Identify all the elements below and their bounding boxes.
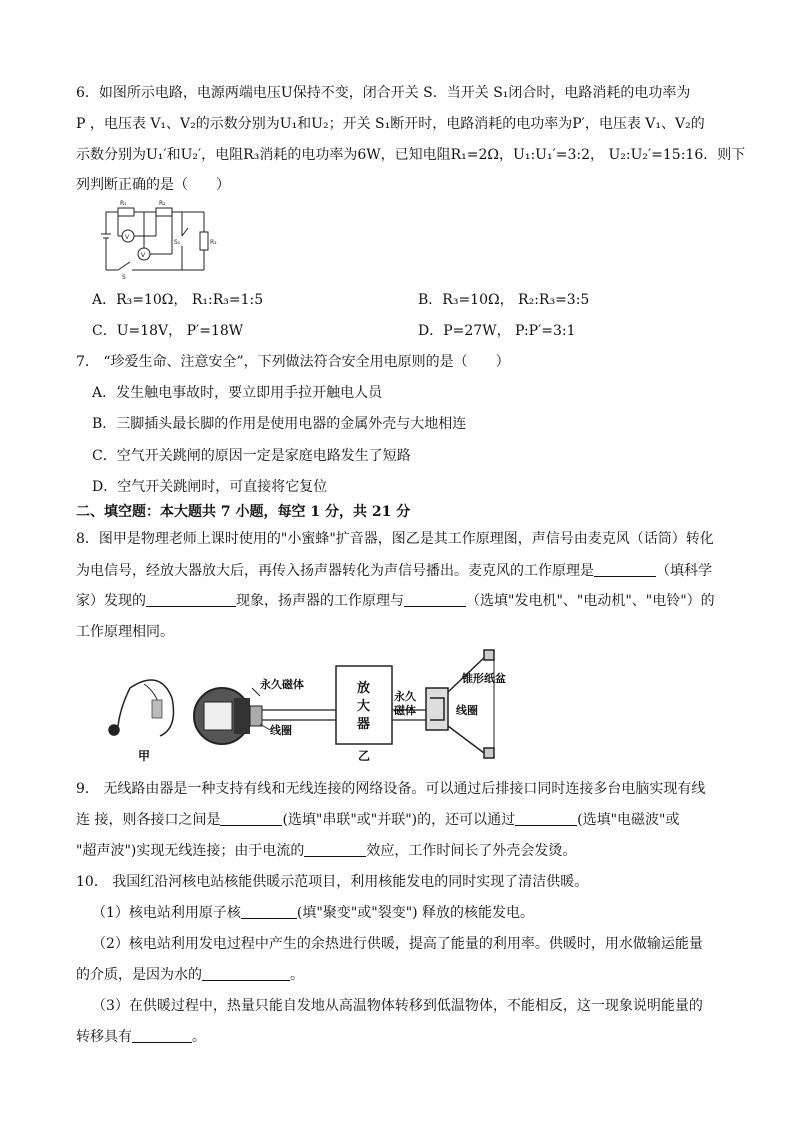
q8-line4: 工作原理相同。	[76, 624, 174, 640]
label-r1: R₁	[120, 200, 127, 207]
q9-line1: 9． 无线路由器是一种支持有线和无线连接的网络设备。可以通过后排接口同时连接多台电脑实现有线	[76, 781, 706, 797]
label-cone: 锥形纸盆	[462, 672, 506, 685]
q9-line3-b: 效应，工作时间长了外壳会发烫。	[366, 843, 577, 859]
label-coil1: 线圈	[270, 724, 292, 737]
label-v2: V	[141, 252, 146, 259]
label-magnet1: 永久磁体	[260, 678, 304, 691]
q7-option-d[interactable]: D．空气开关跳闸时，可直接将它复位	[92, 479, 328, 495]
q9-line2	[76, 810, 752, 830]
section-title: 二、填空题：本大题共 7 小题，每空 1 分，共 21 分	[76, 504, 411, 520]
q10-p3-line2	[76, 1027, 752, 1047]
blank-phenomenon[interactable]	[146, 592, 236, 607]
q8-line3	[76, 591, 752, 611]
blank-nuclear[interactable]	[241, 904, 297, 919]
q8-line2-text: 为电信号，经放大器放大后，再传入扬声器转化为声信号播出。麦克风的工作原理是	[76, 563, 594, 579]
q6-option-c[interactable]: C．U=18V， P′=18W	[92, 323, 244, 339]
q10-p2-line2	[76, 965, 752, 985]
q10-p3-line2-b: 。	[192, 1029, 206, 1045]
q9-line2-a: 连 接，则各接口之间是	[76, 812, 221, 828]
label-amp-3: 器	[357, 717, 371, 732]
q6-option-b[interactable]: B．R₃=10Ω， R₂:R₃=3:5	[418, 292, 590, 308]
amplifier-figure	[100, 648, 520, 768]
resistor-r1	[118, 208, 134, 216]
q10-p3-line2-a: 转移具有	[76, 1029, 132, 1045]
blank-device[interactable]	[404, 592, 466, 607]
label-jia: 甲	[138, 749, 151, 763]
label-r2: R₂	[159, 200, 166, 207]
label-s: S	[122, 274, 126, 281]
q9-line3-a: "超声波")实现无线连接；由于电流的	[76, 843, 305, 859]
q7-option-c[interactable]: C．空气开关跳闸的原因一定是家庭电路发生了短路	[92, 448, 411, 464]
resistor-r3	[200, 232, 208, 250]
q10-p1	[92, 903, 768, 923]
q6-option-d[interactable]: D．P=27W， P:P′=3:1	[418, 323, 576, 339]
q8-line2	[76, 561, 752, 581]
blank-effect[interactable]	[304, 842, 366, 857]
q8-line1: 8．图甲是物理老师上课时使用的"小蜜蜂"扩音器，图乙是其工作原理图，声信号由麦克风（话筒）转化	[76, 531, 714, 547]
q6-option-a[interactable]: A．R₃=10Ω， R₁:R₃=1:5	[92, 292, 264, 308]
blank-direction[interactable]	[132, 1028, 192, 1043]
q6-line3: 示数分别为U₁′和U₂′，电阻R₃消耗的电功率为6W，已知电阻R₁=2Ω，U₁:U₁′=3:2， U₂:U₂′=15:16．则下	[76, 147, 746, 163]
resistor-r2	[156, 208, 172, 216]
label-v1: V	[125, 234, 130, 241]
q10-p2-line2-a: 的介质，是因为水的	[76, 967, 202, 983]
label-r3: R₃	[210, 239, 217, 246]
q9-line2-b: (选填"串联"或"并联")的，还可以通过	[282, 812, 516, 828]
blank-water-property[interactable]	[202, 966, 290, 981]
q6-line1: 6．如图所示电路，电源两端电压U保持不变，闭合开关 S．当开关 S₁闭合时，电路消耗的电功率为	[76, 85, 691, 101]
label-amp-2: 大	[357, 699, 371, 714]
label-s1: S₁	[174, 239, 181, 246]
blank-connection[interactable]	[220, 811, 282, 826]
blank-scientist[interactable]	[594, 562, 656, 577]
q10-p1-a: （1）核电站利用原子核	[92, 905, 241, 921]
label-amp-1: 放	[357, 681, 371, 696]
q6-line4: 列判断正确的是（ ）	[76, 177, 230, 193]
switch-s	[118, 262, 130, 270]
q10-p2-line2-b: 。	[290, 967, 304, 983]
q6-line2: P ，电压表 V₁、V₂的示数分别为U₁和U₂；开关 S₁断开时，电路消耗的电功率为P′，电压表 V₁、V₂的	[76, 116, 705, 132]
q7-option-b[interactable]: B．三脚插头最长脚的作用是使用电器的金属外壳与大地相连	[92, 416, 467, 432]
q10-stem: 10． 我国红沿河核电站核能供暖示范项目，利用核能发电的同时实现了清洁供暖。	[76, 874, 589, 890]
blank-wave[interactable]	[515, 811, 577, 826]
label-magnet2-b: 磁体	[394, 704, 416, 717]
circuit-diagram	[98, 198, 222, 282]
q7-option-a[interactable]: A．发生触电事故时，要立即用手拉开触电人员	[92, 385, 383, 401]
q7-stem: 7． “珍爱生命、注意安全”，下列做法符合安全用电原则的是（ ）	[76, 354, 510, 370]
label-magnet2-a: 永久	[394, 690, 416, 703]
q10-p3-line1: （3）在供暖过程中，热量只能自发地从高温物体转移到低温物体，不能相反，这一现象说明能量的	[92, 998, 703, 1014]
label-coil2: 线圈	[456, 704, 478, 717]
label-yi: 乙	[358, 749, 371, 763]
q9-line2-c: (选填"电磁波"或	[577, 812, 680, 828]
q8-line3-a: 家）发现的	[76, 593, 146, 609]
q8-line3-b: 现象，扬声器的工作原理与	[236, 593, 404, 609]
microphone-icon	[194, 688, 262, 744]
q8-line2-end: （填科学	[656, 563, 712, 579]
q8-line3-c: （选填"发电机"、"电动机"、"电铃"）的	[466, 593, 715, 609]
q9-line3	[76, 841, 752, 861]
q10-p1-b: (填"聚变"或"裂变") 释放的核能发电。	[296, 905, 535, 921]
switch-s1	[182, 228, 188, 236]
q10-p2-line1: （2）核电站利用发电过程中产生的余热进行供暖，提高了能量的利用率。供暖时，用水做输运能量	[92, 936, 703, 952]
headset-mic-icon	[109, 680, 174, 736]
